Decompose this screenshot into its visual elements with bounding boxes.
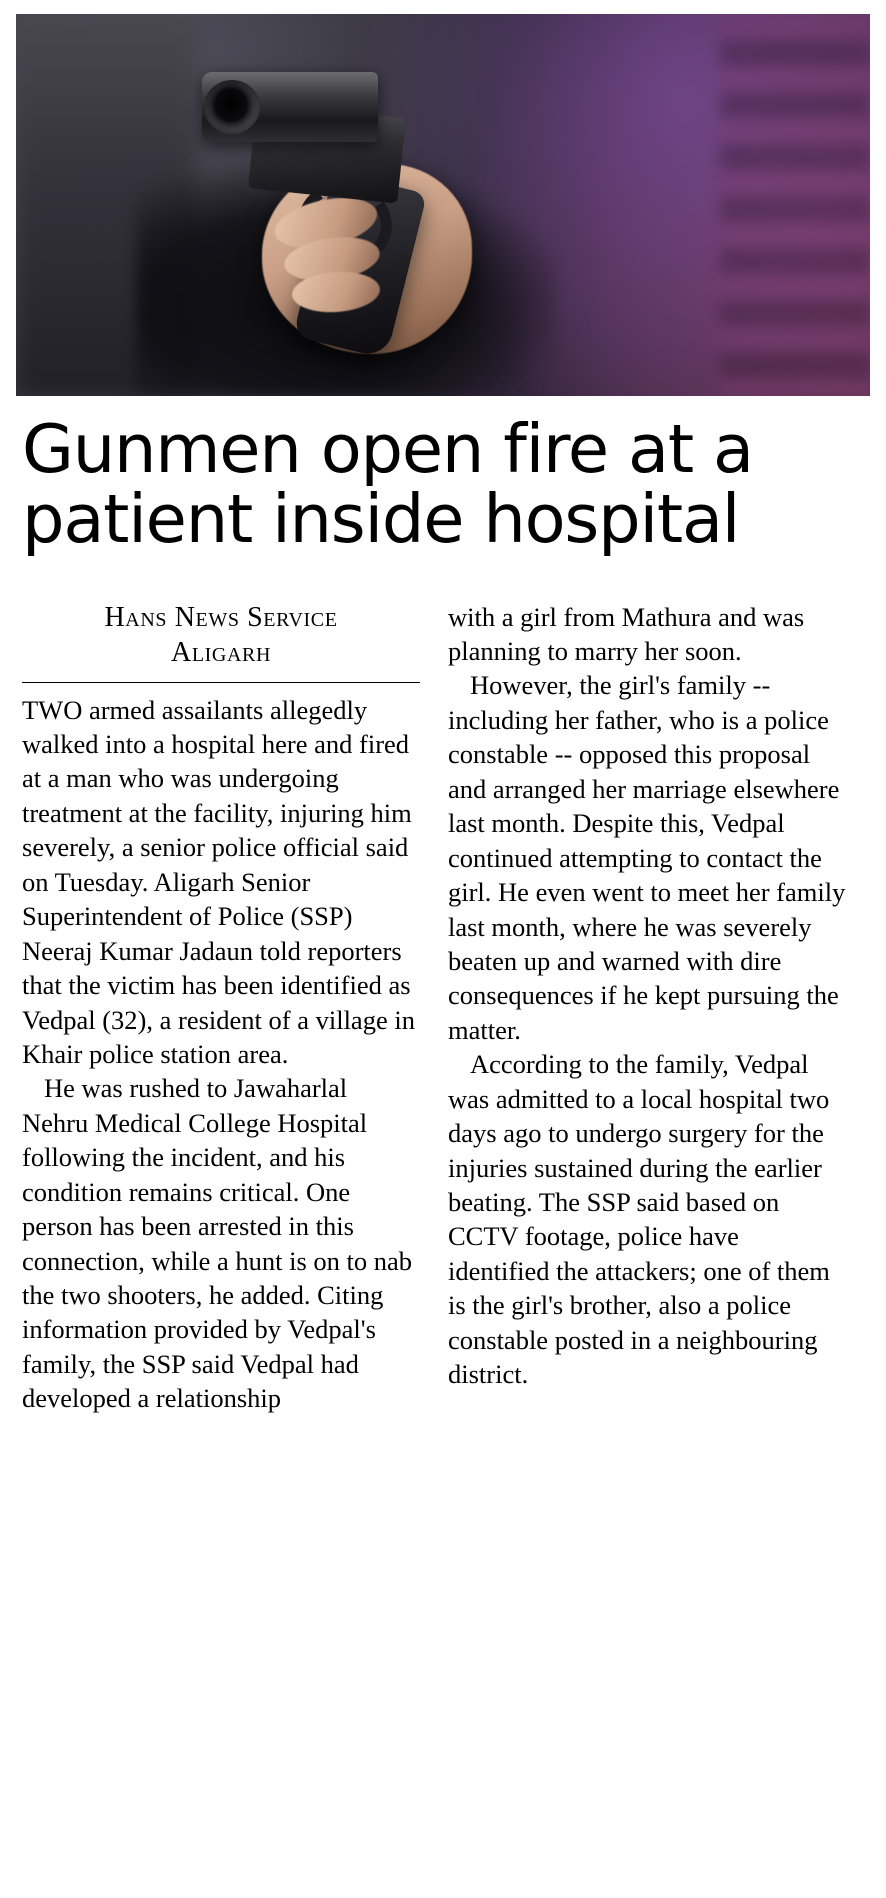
byline-divider bbox=[22, 682, 420, 683]
article-photo bbox=[16, 14, 870, 396]
article-paragraph: with a girl from Mathura and was planning to marry her soon. bbox=[448, 601, 805, 666]
article-column-left bbox=[22, 600, 420, 1416]
article-paragraph: He was rushed to Jawaharlal Nehru Medical College Hospital following the incident, and his condition remains critical. One person has been arrested in this connection, while a hunt is on to nab the two shooters, he added. Citing information provided by Vedpal's family, the SSP said Vedpal had developed a relationship bbox=[22, 1073, 413, 1414]
byline-location: Aligarh bbox=[171, 636, 271, 668]
headline-line-1: Gunmen open fire at a bbox=[22, 410, 753, 488]
headline-line-2: patient inside hospital bbox=[22, 480, 740, 559]
byline bbox=[22, 600, 420, 670]
article-column-right bbox=[448, 600, 846, 1416]
pistol-muzzle bbox=[204, 80, 260, 134]
article-paragraph: TWO armed assailants allegedly walked into a hospital here and fired at a man who was undergoing treatment at the facility, injuring him severely, a senior police official said on Tuesday. Aligarh Senior Superintendent of Police (SSP) Neeraj Kumar Jadaun told reporters that the victim has been identified as Vedpal (32), a resident of a village in Khair police station area. bbox=[22, 694, 415, 1069]
article-paragraph: According to the family, Vedpal was admitted to a local hospital two days ago to undergo surgery for the injuries sustained during the earlier beating. The SSP said based on CCTV footage, police have identified the attackers; one of them is the girl's brother, also a police constable posted in a neighbouring district. bbox=[448, 1049, 830, 1390]
article-paragraph: However, the girl's family -- including her father, who is a police constable -- opposed this proposal and arranged her marriage elsewhere last month. Despite this, Vedpal continued attempting to contact the girl. He even went to meet her family last month, where he was severely beaten up and warned with dire consequences if he kept pursuing the matter. bbox=[448, 670, 846, 1045]
article-headline bbox=[16, 410, 870, 559]
article-columns bbox=[16, 600, 870, 1416]
photo-right-blur bbox=[720, 14, 870, 396]
byline-service: Hans News Service bbox=[104, 601, 338, 633]
